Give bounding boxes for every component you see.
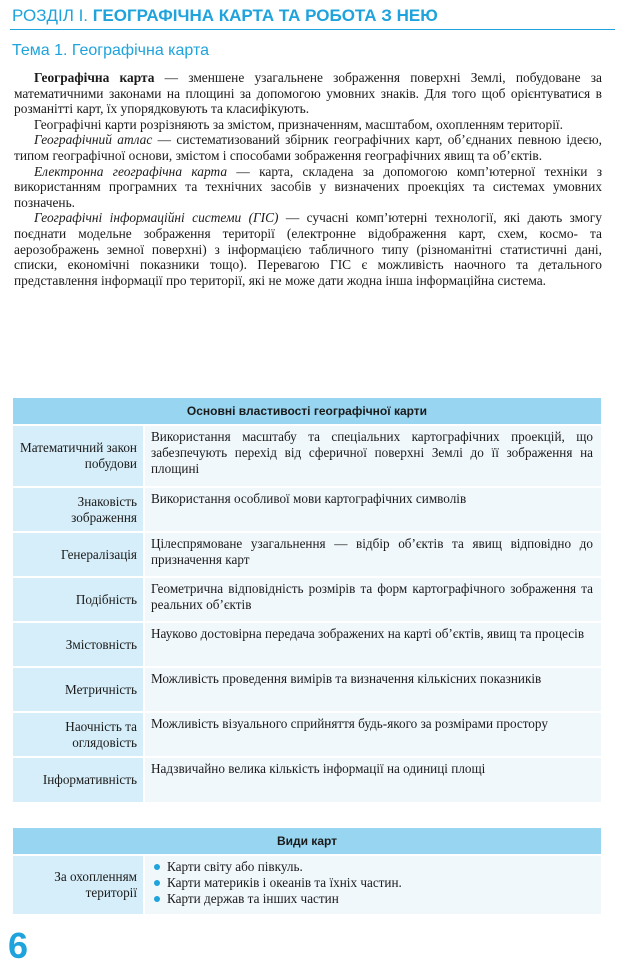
section-name: ГЕОГРАФІЧНА КАРТА ТА РОБОТА З НЕЮ [92, 6, 438, 25]
paragraph-map-definition [14, 70, 602, 117]
paragraph-text: — зменшене узагальнене зображення поверхні Землі, побудоване за математичними законами на площині за допомогою умовних знаків. Для того щоб орієнтуватися в розманітті карт, їх упорядковують та класифікують. [14, 70, 603, 117]
paragraph-text: — карта, складена за допомогою комп’ютерної техніки з використанням програмних та технічних засобів у визначених проекціях та системах умовних позначень. [14, 163, 602, 210]
property-label: Змістовність [12, 622, 144, 667]
map-kinds-table [11, 826, 603, 916]
property-description: Геометрична відповідність розмірів та форм картографічного зображення та реальних об’єктів [144, 577, 602, 622]
kinds-label: За охопленням території [12, 855, 144, 915]
table-row [12, 487, 602, 532]
kinds-list-cell [144, 855, 602, 915]
property-label: Математичний закон побудови [12, 425, 144, 487]
table-row [12, 425, 602, 487]
list-item: Карти держав та інших частин [151, 891, 593, 907]
map-kinds-header: Види карт [12, 827, 602, 855]
table-row [12, 532, 602, 577]
list-item: Карти материків і океанів та їхніх частин. [151, 875, 593, 891]
properties-table [11, 396, 603, 804]
property-description: Можливість візуального сприйняття будь-якого за розмірами простору [144, 712, 602, 757]
list-item: Карти світу або півкуль. [151, 859, 593, 875]
paragraph-text: — систематизований збірник географічних карт, об’єднаних певною ідеєю, типом географічної основи, змістом і способами зображення географічних явищ та об’єктів. [14, 132, 602, 163]
property-description: Надзвичайно велика кількість інформації на одиниці площі [144, 757, 602, 803]
topic-title: Тема 1. Географічна карта [12, 42, 210, 59]
term: Географічні інформаційні системи (ГІС) [34, 210, 279, 226]
property-description: Цілеспрямоване узагальнення — відбір об’єктів та явищ відповідно до призначення карт [144, 532, 602, 577]
kinds-list [151, 859, 593, 907]
table-row [12, 712, 602, 757]
property-label: Знаковість зображення [12, 487, 144, 532]
table-row [12, 757, 602, 803]
paragraph-atlas [14, 132, 602, 163]
paragraph-gis [14, 210, 602, 288]
section-title [12, 6, 612, 26]
property-label: Інформативність [12, 757, 144, 803]
property-label: Наочність та оглядовість [12, 712, 144, 757]
table-row [12, 622, 602, 667]
term: Електронна географічна карта [34, 163, 228, 179]
paragraph-electronic-map [14, 164, 602, 211]
table-row [12, 855, 602, 915]
property-description: Науково достовірна передача зображених на карті об’єктів, явищ та процесів [144, 622, 602, 667]
body-text [14, 70, 602, 288]
property-label: Подібність [12, 577, 144, 622]
table-row [12, 667, 602, 712]
term: Географічна карта [34, 70, 155, 85]
section-divider [10, 29, 615, 30]
paragraph-map-classification [14, 117, 602, 133]
property-description: Можливість проведення вимірів та визначення кількісних показників [144, 667, 602, 712]
section-prefix: РОЗДІЛ І. [12, 6, 93, 25]
property-label: Генералізація [12, 532, 144, 577]
property-description: Використання масштабу та спеціальних картографічних проекцій, що забезпечують перехід від сферичної поверхні Землі до її зображення на площині [144, 425, 602, 487]
table-row [12, 577, 602, 622]
paragraph-text: Географічні карти розрізняють за змістом, призначенням, масштабом, охопленням території. [34, 116, 563, 132]
term: Географічний атлас [34, 132, 153, 148]
property-label: Метричність [12, 667, 144, 712]
property-description: Використання особливої мови картографічних символів [144, 487, 602, 532]
paragraph-text: — сучасні комп’ютерні технології, які дають змогу поєднати модельне зображення території (електронне відображення карт, схем, космо- та аерозображень земної поверхні) з інформацією табличного типу (різноманітні статистичні дані, списки, економічні показники тощо). Перевагою ГІС є можливість наочного та детального представлення інформації про території, які не може дати жодна інша інформаційна система. [14, 210, 602, 288]
properties-table-header: Основні властивості географічної карти [12, 397, 602, 425]
page-number: 6 [8, 925, 29, 966]
